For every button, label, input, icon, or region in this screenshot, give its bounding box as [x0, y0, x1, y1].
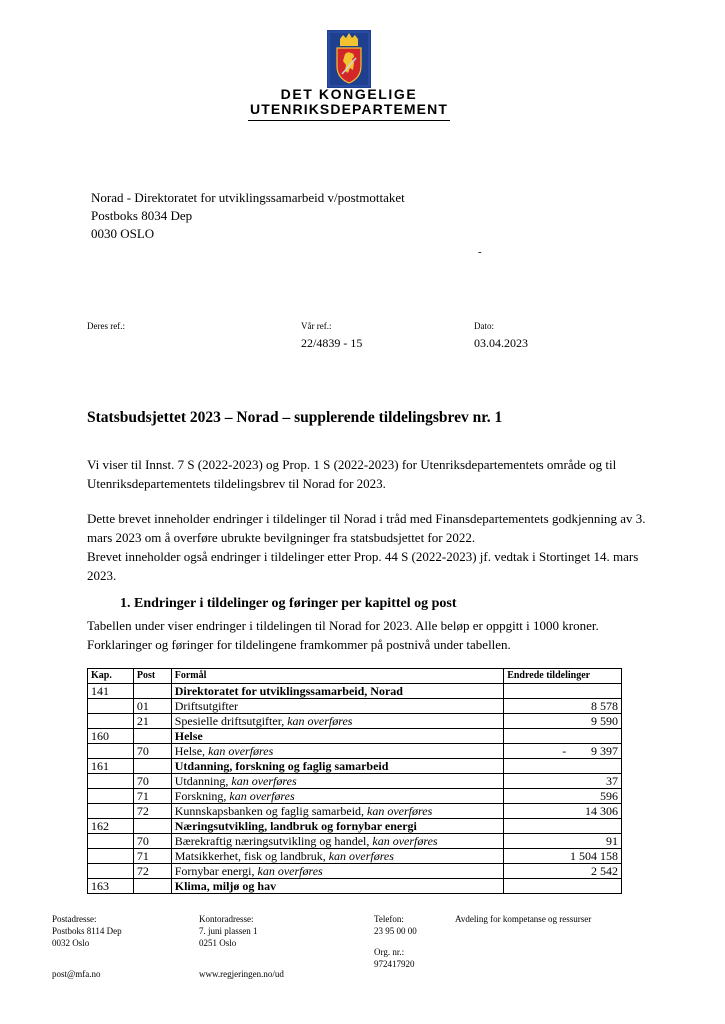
formal-text: Forskning,	[174, 789, 230, 803]
amount-value: 9 397	[591, 744, 618, 758]
cell-post: 70	[133, 774, 171, 789]
header-divider	[248, 120, 450, 121]
cell-post: 01	[133, 699, 171, 714]
formal-text: Utdanning,	[174, 774, 232, 788]
cell-post	[133, 684, 171, 699]
telefon-label: Telefon:	[374, 914, 404, 924]
formal-text: Helse	[174, 729, 203, 743]
cell-formal	[171, 819, 503, 834]
cell-kap	[88, 849, 134, 864]
amount-value: 2 542	[591, 864, 618, 878]
cell-kap: 160	[88, 729, 134, 744]
formal-text: Direktoratet for utviklingssamarbeid, Norad	[174, 684, 403, 698]
telefon-value: 23 95 00 00	[374, 926, 417, 936]
table-header-row	[88, 669, 622, 684]
budget-table-body	[88, 684, 622, 894]
cell-post	[133, 729, 171, 744]
cell-kap: 161	[88, 759, 134, 774]
kontor-line1: 7. juni plassen 1	[199, 926, 258, 936]
cell-post	[133, 819, 171, 834]
table-row	[88, 789, 622, 804]
deres-ref-label: Deres ref.:	[87, 321, 125, 331]
budget-table	[87, 668, 622, 894]
cell-kap	[88, 774, 134, 789]
cell-formal	[171, 699, 503, 714]
cell-post: 21	[133, 714, 171, 729]
cell-endrede-tildelinger	[504, 834, 622, 849]
formal-italic-text: kan overføres	[229, 789, 295, 803]
cell-kap	[88, 804, 134, 819]
formal-text: Kunnskapsbanken og faglig samarbeid,	[174, 804, 368, 818]
coat-of-arms-icon	[327, 30, 371, 88]
footer-postadresse	[52, 913, 122, 949]
cell-endrede-tildelinger	[504, 744, 622, 759]
kontor-label: Kontoradresse:	[199, 914, 254, 924]
cell-kap	[88, 834, 134, 849]
formal-italic-text: kan overføres	[208, 744, 274, 758]
var-ref-value: 22/4839 - 15	[301, 336, 363, 350]
cell-formal	[171, 789, 503, 804]
formal-italic-text: kan overføres	[287, 714, 353, 728]
footer-kontoradresse	[199, 913, 258, 949]
cell-post	[133, 759, 171, 774]
coat-of-arms-logo	[327, 30, 371, 88]
amount-value: 8 578	[591, 699, 618, 713]
table-row	[88, 699, 622, 714]
cell-formal	[171, 714, 503, 729]
postadresse-line1: Postboks 8114 Dep	[52, 926, 122, 936]
amount-sign: -	[562, 744, 567, 758]
cell-kap: 163	[88, 879, 134, 894]
formal-text: Næringsutvikling, landbruk og fornybar energi	[174, 819, 417, 833]
cell-formal	[171, 804, 503, 819]
formal-text: Bærekraftig næringsutvikling og handel,	[174, 834, 373, 848]
formal-italic-text: kan overføres	[367, 804, 433, 818]
postadresse-line2: 0032 Oslo	[52, 938, 90, 948]
cell-formal	[171, 774, 503, 789]
cell-post: 71	[133, 849, 171, 864]
cell-endrede-tildelinger	[504, 774, 622, 789]
cell-kap: 141	[88, 684, 134, 699]
cell-kap	[88, 744, 134, 759]
paragraph-2b: Brevet inneholder også endringer i tildelinger etter Prop. 44 S (2022-2023) jf. vedtak i Stortinget 14. mars 2023.	[87, 549, 639, 583]
formal-text: Spesielle driftsutgifter,	[174, 714, 288, 728]
table-row	[88, 819, 622, 834]
amount-value: 1 504 158	[570, 849, 618, 863]
formal-text: Matsikkerhet, fisk og landbruk,	[174, 849, 329, 863]
dato-label: Dato:	[474, 321, 494, 331]
orgnr-label: Org. nr.:	[374, 947, 405, 957]
header-post: Post	[133, 669, 171, 684]
paragraph-1: Vi viser til Innst. 7 S (2022-2023) og Prop. 1 S (2022-2023) for Utenriksdepartementets område og til Utenriksdepartementets tildelingsbrev til Norad for 2023.	[87, 457, 617, 491]
cell-endrede-tildelinger	[504, 759, 622, 774]
cell-post: 72	[133, 864, 171, 879]
cell-endrede-tildelinger	[504, 819, 622, 834]
ministry-name-line1: DET KONGELIGE	[280, 86, 418, 102]
var-ref-label: Vår ref.:	[301, 321, 332, 331]
formal-text: Klima, miljø og hav	[174, 879, 277, 893]
kontor-line2: 0251 Oslo	[199, 938, 237, 948]
cell-kap	[88, 699, 134, 714]
cell-post: 72	[133, 804, 171, 819]
cell-endrede-tildelinger	[504, 699, 622, 714]
section-1-heading: 1. Endringer i tildelinger og føringer per kapittel og post	[120, 596, 457, 611]
formal-italic-text: kan overføres	[231, 774, 297, 788]
amount-value: 9 590	[591, 714, 618, 728]
formal-text: Utdanning, forskning og faglig samarbeid	[174, 759, 389, 773]
formal-italic-text: kan overføres	[328, 849, 394, 863]
cell-kap	[88, 789, 134, 804]
cell-endrede-tildelinger	[504, 789, 622, 804]
cell-post: 70	[133, 744, 171, 759]
cell-endrede-tildelinger	[504, 714, 622, 729]
table-row	[88, 729, 622, 744]
footer-avdeling: Avdeling for kompetanse og ressurser	[455, 914, 592, 924]
table-row	[88, 714, 622, 729]
recipient-line1: Norad - Direktoratet for utviklingssamarbeid v/postmottaket	[91, 190, 405, 205]
intro-paragraph	[87, 455, 657, 493]
cell-endrede-tildelinger	[504, 804, 622, 819]
amount-value: 596	[600, 789, 618, 803]
orgnr-value: 972417920	[374, 959, 415, 969]
header-formal: Formål	[171, 669, 503, 684]
cell-endrede-tildelinger	[504, 684, 622, 699]
formal-text: Helse,	[174, 744, 209, 758]
postadresse-label: Postadresse:	[52, 914, 97, 924]
cell-endrede-tildelinger	[504, 849, 622, 864]
formal-text: Driftsutgifter	[174, 699, 239, 713]
section-1-paragraph: Tabellen under viser endringer i tildelingen til Norad for 2023. Alle beløp er oppgitt i 1000 kroner. Forklaringer og føringer for tildelingene framkommer på postnivå under tabellen.	[87, 618, 599, 652]
table-row	[88, 804, 622, 819]
amount-value: 37	[606, 774, 618, 788]
cell-post: 70	[133, 834, 171, 849]
table-row	[88, 834, 622, 849]
formal-italic-text: kan overføres	[372, 834, 438, 848]
footer-email[interactable]: post@mfa.no	[52, 969, 101, 979]
formal-text: Fornybar energi,	[174, 864, 258, 878]
header-endrede-tildelinger: Endrede tildelinger	[504, 669, 622, 684]
table-row	[88, 879, 622, 894]
cell-formal	[171, 834, 503, 849]
cell-formal	[171, 879, 503, 894]
table-row	[88, 744, 622, 759]
cell-formal	[171, 849, 503, 864]
cell-post: 71	[133, 789, 171, 804]
footer-telefon	[374, 913, 417, 970]
header-kap: Kap.	[88, 669, 134, 684]
cell-formal	[171, 684, 503, 699]
table-row	[88, 774, 622, 789]
cell-formal	[171, 864, 503, 879]
amount-value: 91	[606, 834, 618, 848]
amount-value: 14 306	[585, 804, 618, 818]
footer-web-link[interactable]: www.regjeringen.no/ud	[199, 969, 284, 979]
table-row	[88, 684, 622, 699]
recipient-line2: Postboks 8034 Dep	[91, 208, 193, 223]
cell-kap	[88, 714, 134, 729]
table-row	[88, 849, 622, 864]
cell-endrede-tildelinger	[504, 879, 622, 894]
formal-italic-text: kan overføres	[257, 864, 323, 878]
recipient-line3: 0030 OSLO	[91, 226, 155, 241]
cell-formal	[171, 729, 503, 744]
recipient-dash: -	[478, 246, 482, 258]
cell-formal	[171, 744, 503, 759]
dato-value: 03.04.2023	[474, 336, 528, 350]
changes-paragraph	[87, 509, 657, 585]
cell-kap: 162	[88, 819, 134, 834]
paragraph-2a: Dette brevet inneholder endringer i tildelinger til Norad i tråd med Finansdepartementets godkjenning av 3. mars 2023 om å overføre ubrukte bevilgninger fra statsbudsjettet for 2022.	[87, 511, 646, 545]
table-row	[88, 864, 622, 879]
cell-endrede-tildelinger	[504, 864, 622, 879]
cell-post	[133, 879, 171, 894]
letter-title: Statsbudsjettet 2023 – Norad – supplerende tildelingsbrev nr. 1	[87, 409, 503, 426]
cell-kap	[88, 864, 134, 879]
cell-endrede-tildelinger	[504, 729, 622, 744]
cell-formal	[171, 759, 503, 774]
ministry-name-line2: UTENRIKSDEPARTEMENT	[250, 101, 448, 117]
table-row	[88, 759, 622, 774]
